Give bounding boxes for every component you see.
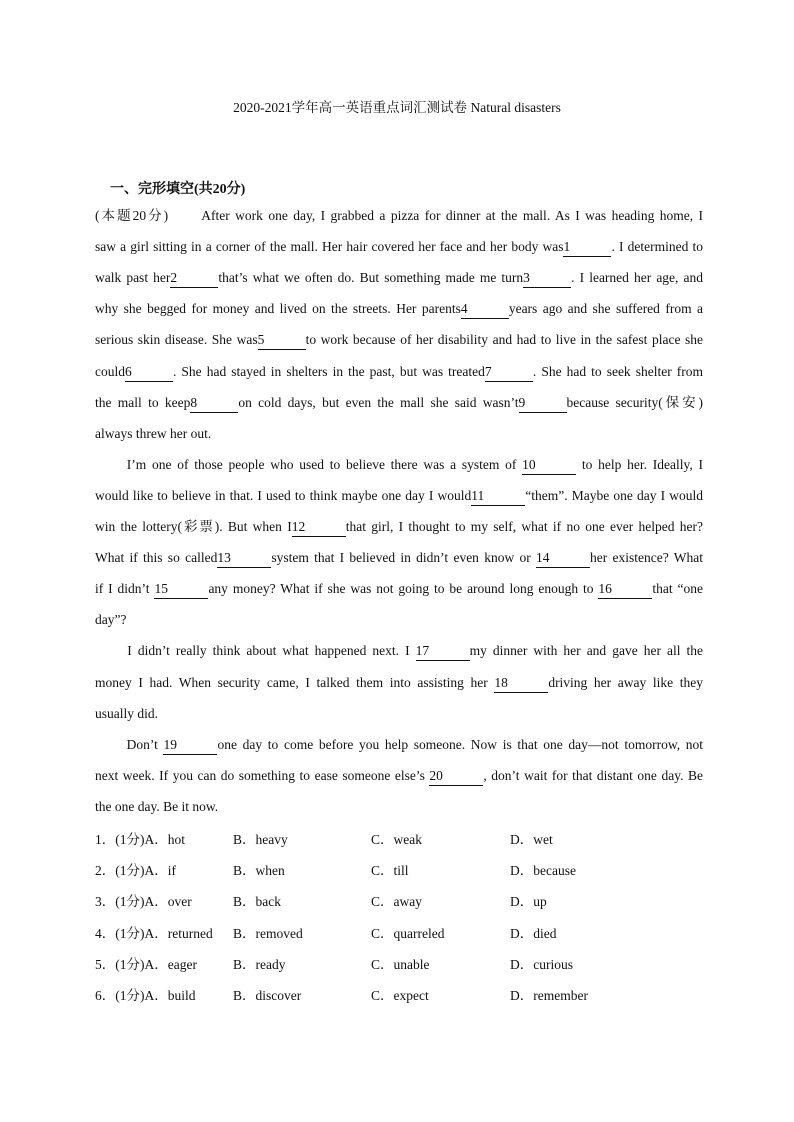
passage-line (95, 604, 703, 635)
question-row (95, 886, 703, 917)
passage-text: win the lottery(彩票). But when I (95, 519, 292, 534)
passage-text: . I learned her age, and (571, 270, 703, 286)
passage-line (95, 449, 703, 480)
passage-line (95, 573, 703, 604)
blank-16: 16 (598, 581, 652, 599)
passage-text: the mall to keep (95, 394, 191, 410)
passage-text: saw a girl sitting in a corner of the mall. Her hair covered her face and her body was (95, 239, 564, 255)
passage-text: that’s what we often do. But something made me turn (218, 270, 524, 286)
passage-line (95, 293, 703, 324)
passage-text: walk past her (95, 270, 171, 286)
option-a: 3．(1分)A．over (95, 894, 192, 910)
blank-12: 12 (292, 519, 346, 537)
passage-text: I’m one of those people who used to believe there was a system of (95, 456, 523, 472)
passage-text: to help her. Ideally, I (576, 456, 703, 472)
passage-text: What if this so called (95, 550, 218, 566)
option-b: B．when (233, 863, 285, 879)
blank-19: 19 (163, 737, 217, 755)
passage-text: one day to come before you help someone. Now is that one day—not tomorrow, not (217, 736, 703, 752)
passage-text: why she begged for money and lived on the streets. Her parents (95, 301, 461, 317)
passage-text: her existence? What (590, 550, 704, 566)
option-b: B．ready (233, 956, 286, 972)
option-a: 5．(1分)A．eager (95, 956, 197, 972)
passage-line (95, 200, 703, 231)
option-d: D．remember (510, 988, 588, 1003)
passage-text: always threw her out. (95, 425, 212, 441)
passage-text: because security(保安) (566, 394, 703, 410)
blank-2: 2 (170, 270, 218, 288)
passage-line (95, 698, 703, 729)
passage-text: system that I believed in didn’t even know or (271, 550, 537, 566)
option-a: 6．(1分)A．build (95, 988, 196, 1003)
passage-text: usually did. (95, 705, 158, 721)
option-b: B．discover (233, 988, 302, 1003)
option-d: D．wet (510, 832, 553, 847)
passage-text: could (95, 363, 125, 379)
passage-text: that “one (652, 581, 703, 597)
option-d: D．because (510, 863, 576, 879)
section-heading: 一、完形填空(共20分) (110, 182, 246, 197)
blank-4: 4 (461, 301, 509, 319)
blank-9: 9 (519, 395, 567, 413)
passage-text: would like to believe in that. I used to think maybe one day I would (95, 487, 472, 503)
passage-text: driving her away like they (548, 674, 703, 690)
question-row (95, 918, 703, 949)
passage-line (95, 387, 703, 418)
passage-line (95, 667, 703, 698)
passage-text: if I didn’t (95, 581, 155, 597)
question-row (95, 949, 703, 980)
passage-line (95, 511, 703, 542)
passage-text: (本题20分) After work one day, I grabbed a pizza for dinner at the mall. As I was heading home, I (95, 208, 703, 223)
passage-text: the one day. Be it now. (95, 798, 219, 814)
blank-6: 6 (125, 364, 173, 382)
passage-line (95, 480, 703, 511)
passage-line (95, 356, 703, 387)
passage-text: to work because of her disability and had to live in the safest place she (305, 332, 703, 348)
passage-text: , don’t wait for that distant one day. Be (483, 767, 703, 783)
question-row (95, 980, 703, 1011)
option-b: B．heavy (233, 832, 288, 847)
option-c: C．away (371, 894, 422, 910)
passage-line (95, 542, 703, 573)
blank-5: 5 (258, 332, 306, 350)
passage-text: . She had to seek shelter from (532, 363, 703, 379)
passage-text: . She had stayed in shelters in the past, but was treated (173, 363, 485, 379)
option-c: C．quarreled (371, 925, 445, 941)
question-row (95, 855, 703, 886)
passage-line (95, 760, 703, 791)
blank-13: 13 (217, 550, 271, 568)
passage-text: next week. If you can do something to ease someone else’s (95, 767, 430, 783)
option-c: C．expect (371, 988, 429, 1003)
option-d: D．up (510, 894, 547, 910)
blank-14: 14 (536, 550, 590, 568)
passage-line (95, 729, 703, 760)
option-d: D．curious (510, 956, 573, 972)
passage-line (95, 791, 703, 822)
option-c: C．unable (371, 956, 430, 972)
passage-text: serious skin disease. She was (95, 332, 258, 348)
option-a: 2．(1分)A．if (95, 863, 176, 879)
blank-15: 15 (154, 581, 208, 599)
blank-7: 7 (485, 364, 533, 382)
blank-17: 17 (416, 643, 470, 661)
option-c: C．weak (371, 832, 422, 847)
passage-text: on cold days, but even the mall she said wasn’t (238, 394, 519, 410)
question-row (95, 824, 703, 855)
blank-20: 20 (429, 768, 483, 786)
blank-11: 11 (471, 488, 525, 506)
blank-1: 1 (563, 239, 611, 257)
page-title: 2020-2021学年高一英语重点词汇测试卷 Natural disasters (233, 100, 561, 115)
passage-line (95, 324, 703, 355)
blank-18: 18 (494, 675, 548, 693)
option-b: B．back (233, 894, 281, 910)
passage-text: my dinner with her and gave her all the (469, 643, 703, 659)
passage-text: . I determined to (611, 239, 703, 255)
blank-3: 3 (523, 270, 571, 288)
option-d: D．died (510, 925, 557, 941)
passage-text: Don’t (95, 736, 164, 752)
blank-10: 10 (522, 457, 576, 475)
passage-text: that girl, I thought to my self, what if no one ever helped her? (345, 519, 704, 534)
passage-text: money I had. When security came, I talked them into assisting her (95, 674, 495, 690)
option-a: 1．(1分)A．hot (95, 832, 185, 847)
passage-text: “them”. Maybe one day I would (525, 487, 703, 503)
passage-text: day”? (95, 612, 127, 628)
passage-line (95, 262, 703, 293)
passage-line (95, 418, 703, 449)
blank-8: 8 (190, 395, 238, 413)
passage-text: I didn’t really think about what happened next. I (95, 643, 416, 659)
option-b: B．removed (233, 925, 303, 941)
option-a: 4．(1分)A．returned (95, 925, 213, 941)
passage-text: any money? What if she was not going to be around long enough to (208, 581, 599, 597)
passage-line (95, 231, 703, 262)
passage-line (95, 635, 703, 666)
option-c: C．till (371, 863, 409, 879)
passage-text: years ago and she suffered from a (508, 301, 703, 317)
